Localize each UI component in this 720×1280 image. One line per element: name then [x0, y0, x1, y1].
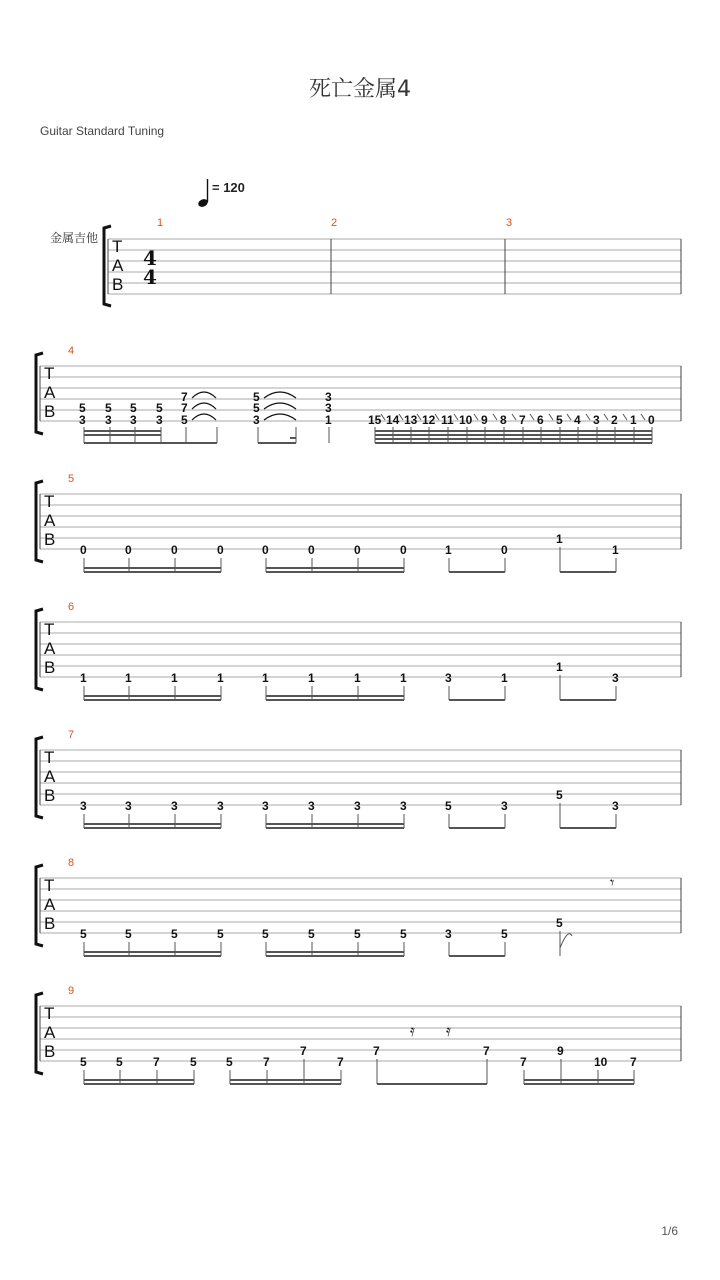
flag [560, 934, 572, 948]
fret-number: 0 [80, 543, 87, 557]
fret-number: 3 [105, 413, 112, 427]
fret-number: 1 [556, 532, 563, 546]
tab-letter-a: A [112, 256, 124, 275]
measure-number-5: 5 [68, 473, 75, 485]
generated-systems [36, 473, 681, 1085]
fret-number: 1 [308, 671, 315, 685]
beam [266, 571, 404, 573]
fret-number: 9 [557, 1044, 564, 1058]
tab-letter-a: A [44, 1023, 56, 1042]
fret-number: 3 [217, 799, 224, 813]
fret-number: 1 [612, 543, 619, 557]
beam [84, 827, 221, 829]
fret-number: 0 [171, 543, 178, 557]
tab-system-5 [36, 473, 681, 573]
beam [524, 1079, 634, 1081]
measure-number-6: 6 [68, 601, 75, 613]
fret-number: 3 [501, 799, 508, 813]
fret-number: 3 [156, 413, 163, 427]
fret-number: 3 [593, 413, 600, 427]
tab-letter-t: T [112, 237, 123, 256]
fret-number: 5 [354, 927, 361, 941]
fret-number: 7 [300, 1044, 307, 1058]
tab-letter-a: A [44, 895, 56, 914]
measure-number-9: 9 [68, 985, 75, 997]
fret-number: 0 [400, 543, 407, 557]
measure-number-3: 3 [506, 217, 513, 229]
fret-number: 0 [308, 543, 315, 557]
fret-number: 5 [190, 1055, 197, 1069]
measure-number-7: 7 [68, 729, 75, 741]
fret-number: 8 [500, 413, 507, 427]
fret-number: 7 [263, 1055, 270, 1069]
beam [84, 1079, 194, 1081]
fret-number: 5 [79, 401, 86, 415]
tab-letter-b: B [44, 530, 56, 549]
tab-letter-b: B [44, 402, 56, 421]
tab-letter-t: T [44, 876, 55, 895]
fret-number: 3 [262, 799, 269, 813]
fret-number: 5 [130, 401, 137, 415]
fret-number: 5 [445, 799, 452, 813]
beam [266, 827, 404, 829]
fret-number: 0 [501, 543, 508, 557]
beam [266, 823, 404, 825]
measure-number-2: 2 [331, 217, 338, 229]
measure-number-4: 4 [68, 345, 75, 357]
beam [230, 1083, 341, 1085]
fret-number: 3 [612, 671, 619, 685]
fret-number: 7 [373, 1044, 380, 1058]
fret-number: 0 [354, 543, 361, 557]
fret-number: 10 [594, 1055, 608, 1069]
tab-letter-t: T [44, 364, 55, 383]
tab-letter-b: B [44, 786, 56, 805]
fret-number: 13 [404, 413, 418, 427]
fret-number: 1 [400, 671, 407, 685]
tab-letter-b: B [112, 275, 124, 294]
tab-letter-t: T [44, 748, 55, 767]
tab-system-9 [36, 985, 681, 1085]
fret-number: 3 [445, 927, 452, 941]
fret-number: 1 [262, 671, 269, 685]
tie-arcs [192, 392, 296, 420]
fret-number: 3 [445, 671, 452, 685]
fret-number: 7 [630, 1055, 637, 1069]
tab-letter-a: A [44, 767, 56, 786]
eighth-rest-icon: 𝄾 [610, 873, 615, 892]
fret-number: 15 [368, 413, 382, 427]
beam [560, 827, 616, 829]
beam [266, 699, 404, 701]
fret-number: 0 [125, 543, 132, 557]
beam [84, 567, 221, 569]
fret-number: 5 [400, 927, 407, 941]
beam [84, 699, 221, 701]
beam [84, 951, 221, 953]
fret-number: 5 [262, 927, 269, 941]
tab-system-8 [36, 857, 681, 957]
tab-letter-b: B [44, 914, 56, 933]
fret-number: 14 [386, 413, 400, 427]
fret-number: 5 [253, 390, 260, 404]
fret-number: 1 [630, 413, 637, 427]
fret-number: 0 [648, 413, 655, 427]
fret-number: 5 [80, 927, 87, 941]
time-sig-denominator: 4 [143, 265, 157, 289]
beam [449, 955, 505, 957]
tab-letter-t: T [44, 1004, 55, 1023]
fret-number: 3 [400, 799, 407, 813]
tab-letter-a: A [44, 511, 56, 530]
fret-number: 5 [116, 1055, 123, 1069]
fret-number: 7 [153, 1055, 160, 1069]
beam [449, 699, 505, 701]
fret-number: 5 [171, 927, 178, 941]
beam [524, 1083, 634, 1085]
fret-number: 3 [130, 413, 137, 427]
fret-number: 12 [422, 413, 436, 427]
fret-number: 1 [556, 660, 563, 674]
fret-number: 1 [445, 543, 452, 557]
tab-letter-a: A [44, 639, 56, 658]
fret-number: 5 [80, 1055, 87, 1069]
fret-number: 3 [308, 799, 315, 813]
tab-letter-b: B [44, 658, 56, 677]
fret-number: 1 [501, 671, 508, 685]
fret-number: 3 [80, 799, 87, 813]
beam [230, 1079, 341, 1081]
sixteenth-rest-icon: 𝄿 [410, 1021, 415, 1040]
fret-number: 7 [520, 1055, 527, 1069]
fret-number: 5 [105, 401, 112, 415]
tab-letter-t: T [44, 492, 55, 511]
fret-number: 5 [501, 927, 508, 941]
beam [84, 695, 221, 697]
fret-number: 5 [156, 401, 163, 415]
beam [266, 955, 404, 957]
fret-number: 1 [354, 671, 361, 685]
fret-number: 0 [262, 543, 269, 557]
fret-number: 5 [556, 788, 563, 802]
fret-number: 5 [125, 927, 132, 941]
fret-number: 7 [181, 401, 188, 415]
beam [377, 1083, 487, 1085]
tempo-value: = 120 [212, 180, 245, 195]
fret-number: 5 [308, 927, 315, 941]
beam [560, 571, 616, 573]
fret-number: 5 [217, 927, 224, 941]
tab-system-6 [36, 601, 681, 701]
measure-number-8: 8 [68, 857, 75, 869]
page-number: 1/6 [661, 1224, 678, 1238]
fret-number: 7 [337, 1055, 344, 1069]
tab-system-1 [104, 217, 681, 306]
tab-letter-a: A [44, 383, 56, 402]
fret-number: 1 [325, 413, 332, 427]
fret-number: 0 [217, 543, 224, 557]
fret-number: 5 [226, 1055, 233, 1069]
fret-number: 3 [354, 799, 361, 813]
fret-number: 1 [171, 671, 178, 685]
fret-number: 5 [253, 401, 260, 415]
fret-number: 3 [171, 799, 178, 813]
beam [266, 695, 404, 697]
beam [560, 699, 616, 701]
tab-letter-b: B [44, 1042, 56, 1061]
slide-marks [381, 414, 645, 420]
fret-number: 3 [325, 401, 332, 415]
tab-system-4 [36, 345, 681, 444]
fret-number: 7 [483, 1044, 490, 1058]
beam [84, 571, 221, 573]
fret-number: 1 [217, 671, 224, 685]
song-title: 死亡金属4 [309, 77, 411, 102]
fret-number: 5 [556, 916, 563, 930]
fret-number: 3 [79, 413, 86, 427]
track-name: 金属吉他 [50, 231, 99, 245]
fret-number: 7 [519, 413, 526, 427]
fret-number: 7 [181, 390, 188, 404]
fret-number: 6 [537, 413, 544, 427]
fret-number: 4 [574, 413, 581, 427]
fret-number: 3 [253, 413, 260, 427]
fret-number: 1 [125, 671, 132, 685]
fret-number: 11 [441, 413, 454, 427]
fret-number: 10 [459, 413, 473, 427]
fret-number: 3 [612, 799, 619, 813]
fret-number: 5 [181, 413, 188, 427]
measure-number-1: 1 [157, 217, 164, 229]
beam [266, 951, 404, 953]
beam [84, 1083, 194, 1085]
beam [266, 567, 404, 569]
beam [84, 823, 221, 825]
fret-number: 9 [481, 413, 488, 427]
beam [449, 827, 505, 829]
fret-number: 5 [556, 413, 563, 427]
fret-number: 1 [80, 671, 87, 685]
time-sig-numerator: 4 [143, 246, 157, 270]
tab-system-7 [36, 729, 681, 829]
sixteenth-rest-icon: 𝄿 [446, 1021, 451, 1040]
beam [84, 955, 221, 957]
fret-number: 2 [611, 413, 618, 427]
fret-number: 3 [125, 799, 132, 813]
tuning-label: Guitar Standard Tuning [40, 124, 165, 138]
tab-letter-t: T [44, 620, 55, 639]
fret-number: 3 [325, 390, 332, 404]
beam [449, 571, 505, 573]
